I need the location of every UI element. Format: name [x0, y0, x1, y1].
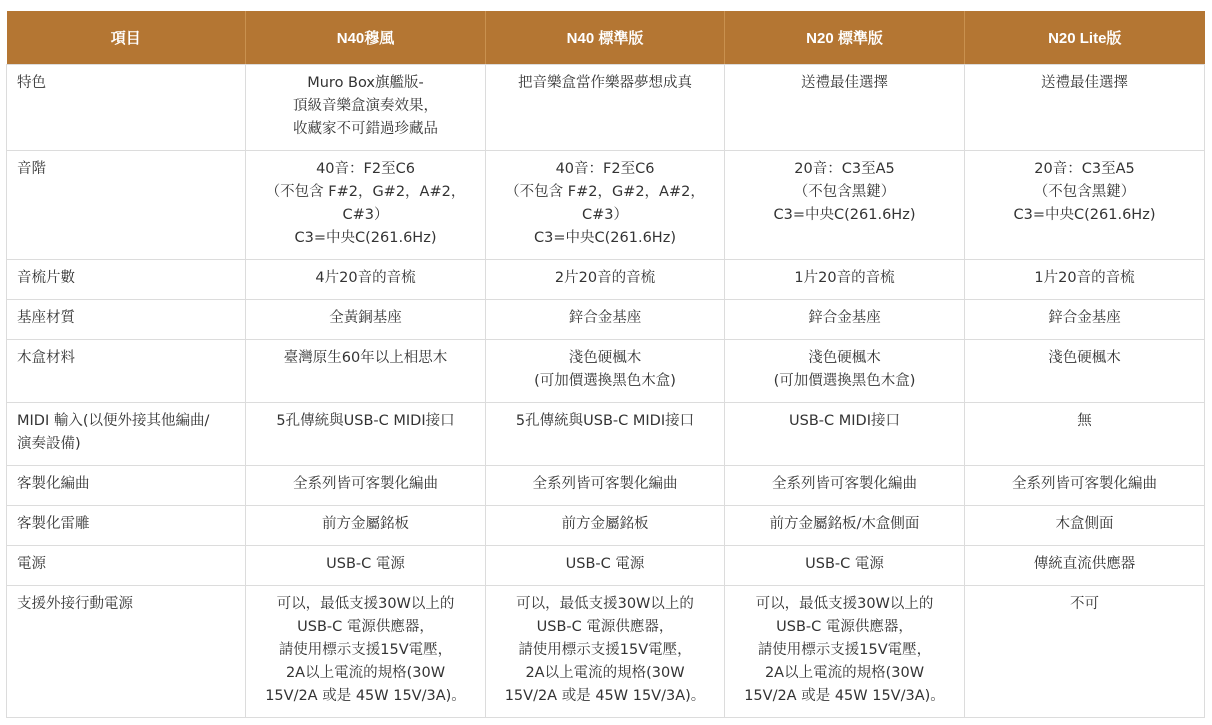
table-cell: 1片20音的音梳 [965, 260, 1205, 300]
table-cell: 無 [965, 403, 1205, 466]
table-cell: 鋅合金基座 [725, 300, 965, 340]
table-cell: 淺色硬楓木 (可加價選換黑色木盒) [486, 340, 725, 403]
comparison-table [6, 11, 1205, 718]
row-label: MIDI 輸入(以便外接其他編曲/ 演奏設備) [7, 403, 246, 466]
row-label: 客製化雷雕 [7, 506, 246, 546]
header-row [7, 11, 1205, 65]
header-n20-lite: N20 Lite版 [965, 11, 1205, 65]
row-label: 木盒材料 [7, 340, 246, 403]
table-cell: 淺色硬楓木 (可加價選換黑色木盒) [725, 340, 965, 403]
table-cell: 臺灣原生60年以上相思木 [246, 340, 486, 403]
table-cell: 前方金屬銘板/木盒側面 [725, 506, 965, 546]
table-cell: 全系列皆可客製化編曲 [246, 466, 486, 506]
table-cell: 全系列皆可客製化編曲 [486, 466, 725, 506]
table-cell: 5孔傳統與USB-C MIDI接口 [246, 403, 486, 466]
table-cell: 鋅合金基座 [965, 300, 1205, 340]
table-row [7, 151, 1205, 260]
header-n40-standard: N40 標準版 [486, 11, 725, 65]
table-cell: USB-C 電源 [246, 546, 486, 586]
table-cell: 4片20音的音梳 [246, 260, 486, 300]
table-cell: 木盒側面 [965, 506, 1205, 546]
row-label: 電源 [7, 546, 246, 586]
table-cell: 40音：F2至C6 （不包含 F#2，G#2，A#2， C#3） C3=中央C(261.6Hz) [246, 151, 486, 260]
table-row [7, 260, 1205, 300]
table-cell: 送禮最佳選擇 [965, 65, 1205, 151]
table-cell: USB-C 電源 [725, 546, 965, 586]
table-cell: 全黃銅基座 [246, 300, 486, 340]
table-cell: 40音：F2至C6 （不包含 F#2，G#2，A#2， C#3） C3=中央C(261.6Hz) [486, 151, 725, 260]
table-cell: USB-C MIDI接口 [725, 403, 965, 466]
table-row [7, 506, 1205, 546]
table-cell: 傳統直流供應器 [965, 546, 1205, 586]
header-n20-standard: N20 標準版 [725, 11, 965, 65]
table-cell: 2片20音的音梳 [486, 260, 725, 300]
header-n40-mufeng: N40穆風 [246, 11, 486, 65]
row-label: 基座材質 [7, 300, 246, 340]
table-row [7, 300, 1205, 340]
table-cell: 把音樂盒當作樂器夢想成真 [486, 65, 725, 151]
table-cell: 20音：C3至A5 （不包含黑鍵） C3=中央C(261.6Hz) [965, 151, 1205, 260]
table-cell: 1片20音的音梳 [725, 260, 965, 300]
row-label: 音梳片數 [7, 260, 246, 300]
table-row [7, 546, 1205, 586]
header-item: 項目 [7, 11, 246, 65]
comparison-table-container [6, 11, 1205, 718]
table-row [7, 65, 1205, 151]
row-label: 音階 [7, 151, 246, 260]
table-cell: 全系列皆可客製化編曲 [965, 466, 1205, 506]
table-cell: 可以，最低支援30W以上的 USB-C 電源供應器， 請使用標示支援15V電壓， 2A以上電流的規格(30W 15V/2A 或是 45W 15V/3A)。 [486, 586, 725, 718]
table-cell: 不可 [965, 586, 1205, 718]
table-cell: 前方金屬銘板 [246, 506, 486, 546]
row-label: 特色 [7, 65, 246, 151]
table-row [7, 466, 1205, 506]
table-cell: Muro Box旗艦版- 頂級音樂盒演奏效果， 收藏家不可錯過珍藏品 [246, 65, 486, 151]
table-row [7, 403, 1205, 466]
table-row [7, 340, 1205, 403]
table-row [7, 586, 1205, 718]
table-cell: 送禮最佳選擇 [725, 65, 965, 151]
table-cell: 鋅合金基座 [486, 300, 725, 340]
table-cell: 可以，最低支援30W以上的 USB-C 電源供應器， 請使用標示支援15V電壓， 2A以上電流的規格(30W 15V/2A 或是 45W 15V/3A)。 [246, 586, 486, 718]
table-cell: 可以，最低支援30W以上的 USB-C 電源供應器， 請使用標示支援15V電壓， 2A以上電流的規格(30W 15V/2A 或是 45W 15V/3A)。 [725, 586, 965, 718]
table-cell: 全系列皆可客製化編曲 [725, 466, 965, 506]
row-label: 支援外接行動電源 [7, 586, 246, 718]
table-cell: 5孔傳統與USB-C MIDI接口 [486, 403, 725, 466]
table-cell: 前方金屬銘板 [486, 506, 725, 546]
table-cell: USB-C 電源 [486, 546, 725, 586]
table-cell: 淺色硬楓木 [965, 340, 1205, 403]
row-label: 客製化編曲 [7, 466, 246, 506]
table-cell: 20音：C3至A5 （不包含黑鍵） C3=中央C(261.6Hz) [725, 151, 965, 260]
